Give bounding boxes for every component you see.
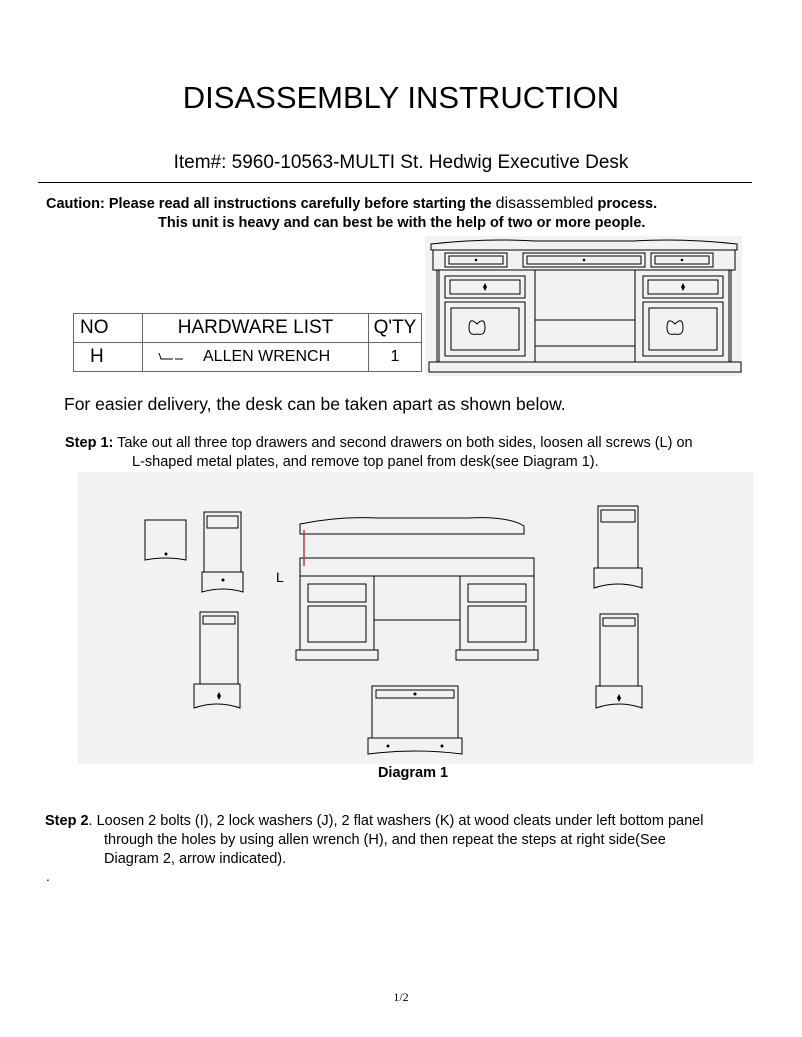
hardware-table-header bbox=[74, 314, 422, 343]
intro-text: For easier delivery, the desk can be taken apart as shown below. bbox=[64, 394, 566, 414]
step-2-text-1: . Loosen 2 bolts (I), 2 lock washers (J), 2 flat washers (K) at wood cleats under left bottom panel bbox=[88, 813, 704, 829]
hardware-table bbox=[73, 313, 422, 372]
header-hardware-list: HARDWARE LIST bbox=[143, 314, 369, 343]
allen-wrench-icon bbox=[143, 343, 204, 372]
table-row bbox=[74, 343, 422, 372]
top-panel-part bbox=[300, 518, 524, 534]
drawer-part bbox=[368, 686, 462, 754]
screw-label: L bbox=[276, 569, 284, 585]
step-1-label: Step 1: bbox=[65, 435, 114, 451]
diagram-1-caption: Diagram 1 bbox=[377, 765, 449, 781]
step-1 bbox=[65, 434, 765, 472]
step-2-line-2: through the holes by using allen wrench (H), and then repeat the steps at right side(See bbox=[104, 832, 666, 848]
header-divider bbox=[38, 182, 752, 183]
caution-line-2: This unit is heavy and can best be with the help of two or more people. bbox=[158, 215, 646, 231]
stray-dot: . bbox=[46, 868, 50, 884]
row-name: ALLEN WRENCH bbox=[203, 343, 369, 372]
header-qty: Q'TY bbox=[369, 314, 422, 343]
page-title: DISASSEMBLY INSTRUCTION bbox=[182, 80, 620, 115]
drawer-part bbox=[596, 614, 642, 708]
caution-emphasis: disassembled bbox=[495, 195, 594, 212]
desk-body-part bbox=[300, 558, 534, 576]
diagram-1 bbox=[78, 472, 753, 764]
step-2-label: Step 2 bbox=[45, 813, 89, 829]
desk-front-illustration bbox=[425, 236, 742, 376]
step-1-line-2: L-shaped metal plates, and remove top panel from desk(see Diagram 1). bbox=[132, 454, 599, 470]
caution-label: Caution: Please read all instructions carefully before starting the bbox=[46, 196, 492, 212]
step-2-line-3: Diagram 2, arrow indicated). bbox=[104, 851, 287, 867]
step-1-text-1: Take out all three top drawers and second drawers on both sides, loosen all screws (L) on bbox=[117, 435, 693, 451]
caution-line1-end: process. bbox=[597, 196, 658, 212]
page-number: 1/2 bbox=[393, 990, 409, 1004]
step-1-line-1 bbox=[65, 434, 765, 453]
caution-line-1 bbox=[46, 195, 657, 213]
step-2 bbox=[45, 812, 775, 869]
row-no: H bbox=[74, 343, 143, 372]
step-2-line-1 bbox=[45, 812, 775, 831]
row-qty: 1 bbox=[369, 343, 422, 372]
item-subtitle: Item#: 5960-10563-MULTI St. Hedwig Executive Desk bbox=[173, 152, 629, 173]
drawer-part bbox=[594, 506, 642, 588]
header-no: NO bbox=[74, 314, 143, 343]
diagram-1-drawing bbox=[78, 472, 753, 764]
drawer-part bbox=[194, 612, 240, 708]
